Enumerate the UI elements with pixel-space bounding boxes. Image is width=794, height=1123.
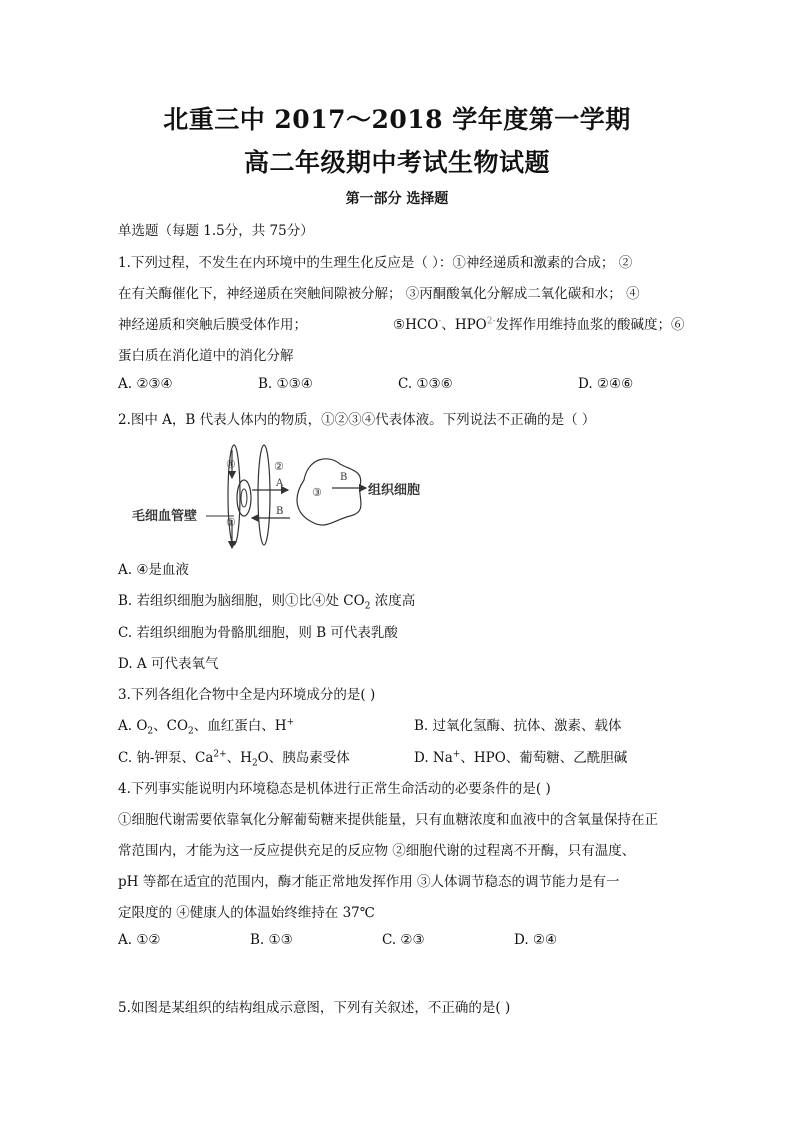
q2-option-c: C. 若组织细胞为骨骼肌细胞，则 B 可代表乳酸 (118, 625, 398, 641)
q4-line1: ①细胞代谢需要依靠氧化分解葡萄糖来提供能量，只有血糖浓度和血液中的含氧量保持在正 (118, 812, 658, 828)
q2-figure (128, 440, 448, 552)
q3-c-3: O、胰岛素受体 (257, 750, 350, 766)
q3-a-1: A. O (118, 718, 148, 734)
q4-option-c: C. ②③ (382, 932, 425, 948)
q2-option-d: D. A 可代表氧气 (118, 656, 219, 672)
capillary-wall-label: 毛细血管壁 (132, 509, 198, 524)
q1-option-a: A. ②③④ (118, 376, 173, 392)
tissue-cell-shape (297, 459, 361, 525)
q1-stem-line3: 神经递质和突触后膜受体作用； ⑤HCO-、$HPO^{2-}$发挥作用维持血浆的酸碱度；⑥ (118, 316, 685, 333)
q4-line2: 常范围内，才能为这一反应提供充足的反应物 ②细胞代谢的过程离不开酶，只有温度、 (118, 843, 636, 859)
substance-label-a: A (276, 478, 284, 489)
q3-c-1: C. 钠-钾泵、Ca (118, 750, 214, 766)
q3-a-sub1: 2 (147, 726, 154, 737)
q2-option-b (118, 589, 415, 612)
q1-stem-line1: 1.下列过程，不发生在内环境中的生理生化反应是（ ）：①神经递质和激素的合成； ② (118, 255, 633, 271)
q2-option-b-sub: 2 (364, 601, 371, 612)
blood-cell-inner (241, 489, 247, 507)
instructions: 单选题（每题 1.5分，共 75分） (118, 223, 314, 239)
fluid-label-2: ② (274, 460, 284, 473)
substance-label-b-right: B (340, 472, 348, 483)
capillary-wall-right (258, 445, 270, 545)
q1-line3-part-a: 神经递质和突触后膜受体作用； (118, 317, 307, 333)
q4-stem: 4.下列事实能说明内环境稳态是机体进行正常生命活动的必要条件的是( ) (118, 781, 551, 797)
q3-a-sub2: 2 (188, 726, 194, 737)
q4-option-d: D. ②④ (514, 932, 558, 948)
q4-option-a: A. ①② (118, 932, 161, 948)
tissue-cell-label: 组织细胞 (368, 483, 421, 498)
q3-stem: 3.下列各组化合物中全是内环境成分的是( ) (118, 687, 376, 703)
q3-option-b: B. 过氧化氢酶、抗体、激素、载体 (414, 718, 622, 734)
q1-option-c: C. ①③⑥ (398, 376, 453, 392)
q1-option-b: B. ①③④ (258, 376, 313, 392)
section-heading: 第一部分 选择题 (345, 191, 449, 207)
q3-a-3: 、血红蛋白、H (193, 718, 287, 734)
q3-c-sup: 2+ (213, 749, 227, 760)
q1-stem-line4: 蛋白质在消化道中的消化分解 (118, 348, 294, 364)
q3-d-2: 、HPO、葡萄糖、乙酰胆碱 (460, 750, 628, 766)
fluid-label-4: ④ (226, 458, 236, 471)
q1-line3-part-b: ⑤HCO (393, 317, 439, 333)
fluid-label-1: ① (226, 516, 236, 529)
q3-a-2: 、CO (153, 718, 189, 734)
q3-option-a (118, 714, 294, 737)
fluid-label-3: ③ (312, 486, 322, 499)
q4-line3: pH 等都在适宜的范围内，酶才能正常地发挥作用 ③人体调节稳态的调节能力是有一 (118, 874, 620, 890)
q1-stem-line2: 在有关酶催化下，神经递质在突触间隙被分解； ③丙酮酸氧化分解成二氧化碳和水； ④ (118, 286, 640, 302)
q3-d-1: D. Na (414, 750, 453, 766)
q4-line4: 定限度的 ④健康人的体温始终维持在 37℃ (118, 905, 375, 921)
q3-c-2: 、H (226, 750, 252, 766)
q1-line3-part-c: 、HPO (441, 317, 487, 333)
blood-cell-outer (237, 480, 251, 516)
q1-line3-part-d: 发挥作用维持血浆的酸碱度；⑥ (495, 317, 685, 333)
q3-option-c (118, 746, 350, 769)
q3-d-sup: + (452, 749, 461, 760)
q1-option-d: D. ②④⑥ (578, 376, 634, 392)
q3-c-sub: 2 (251, 758, 258, 769)
q5-stem: 5.如图是某组织的结构组成示意图，下列有关叙述，不正确的是( ) (118, 1000, 511, 1016)
q2-option-b-tail: 浓度高 (370, 593, 416, 609)
q3-a-sup: + (286, 717, 295, 728)
q2-option-b-text: B. 若组织细胞为脑细胞，则①比④处 CO (118, 593, 365, 609)
q2-option-a: A. ④是血液 (118, 562, 189, 578)
exam-title-line1: 北重三中 2017～2018 学年度第一学期 (163, 105, 631, 134)
substance-label-b-left: B (276, 506, 284, 517)
q4-option-b: B. ①③ (250, 932, 293, 948)
q3-option-d (414, 746, 627, 766)
q2-stem: 2.图中 A，B 代表人体内的物质，①②③④代表体液。下列说法不正确的是（ ） (118, 412, 596, 428)
exam-title-line2: 高二年级期中考试生物试题 (243, 148, 550, 177)
